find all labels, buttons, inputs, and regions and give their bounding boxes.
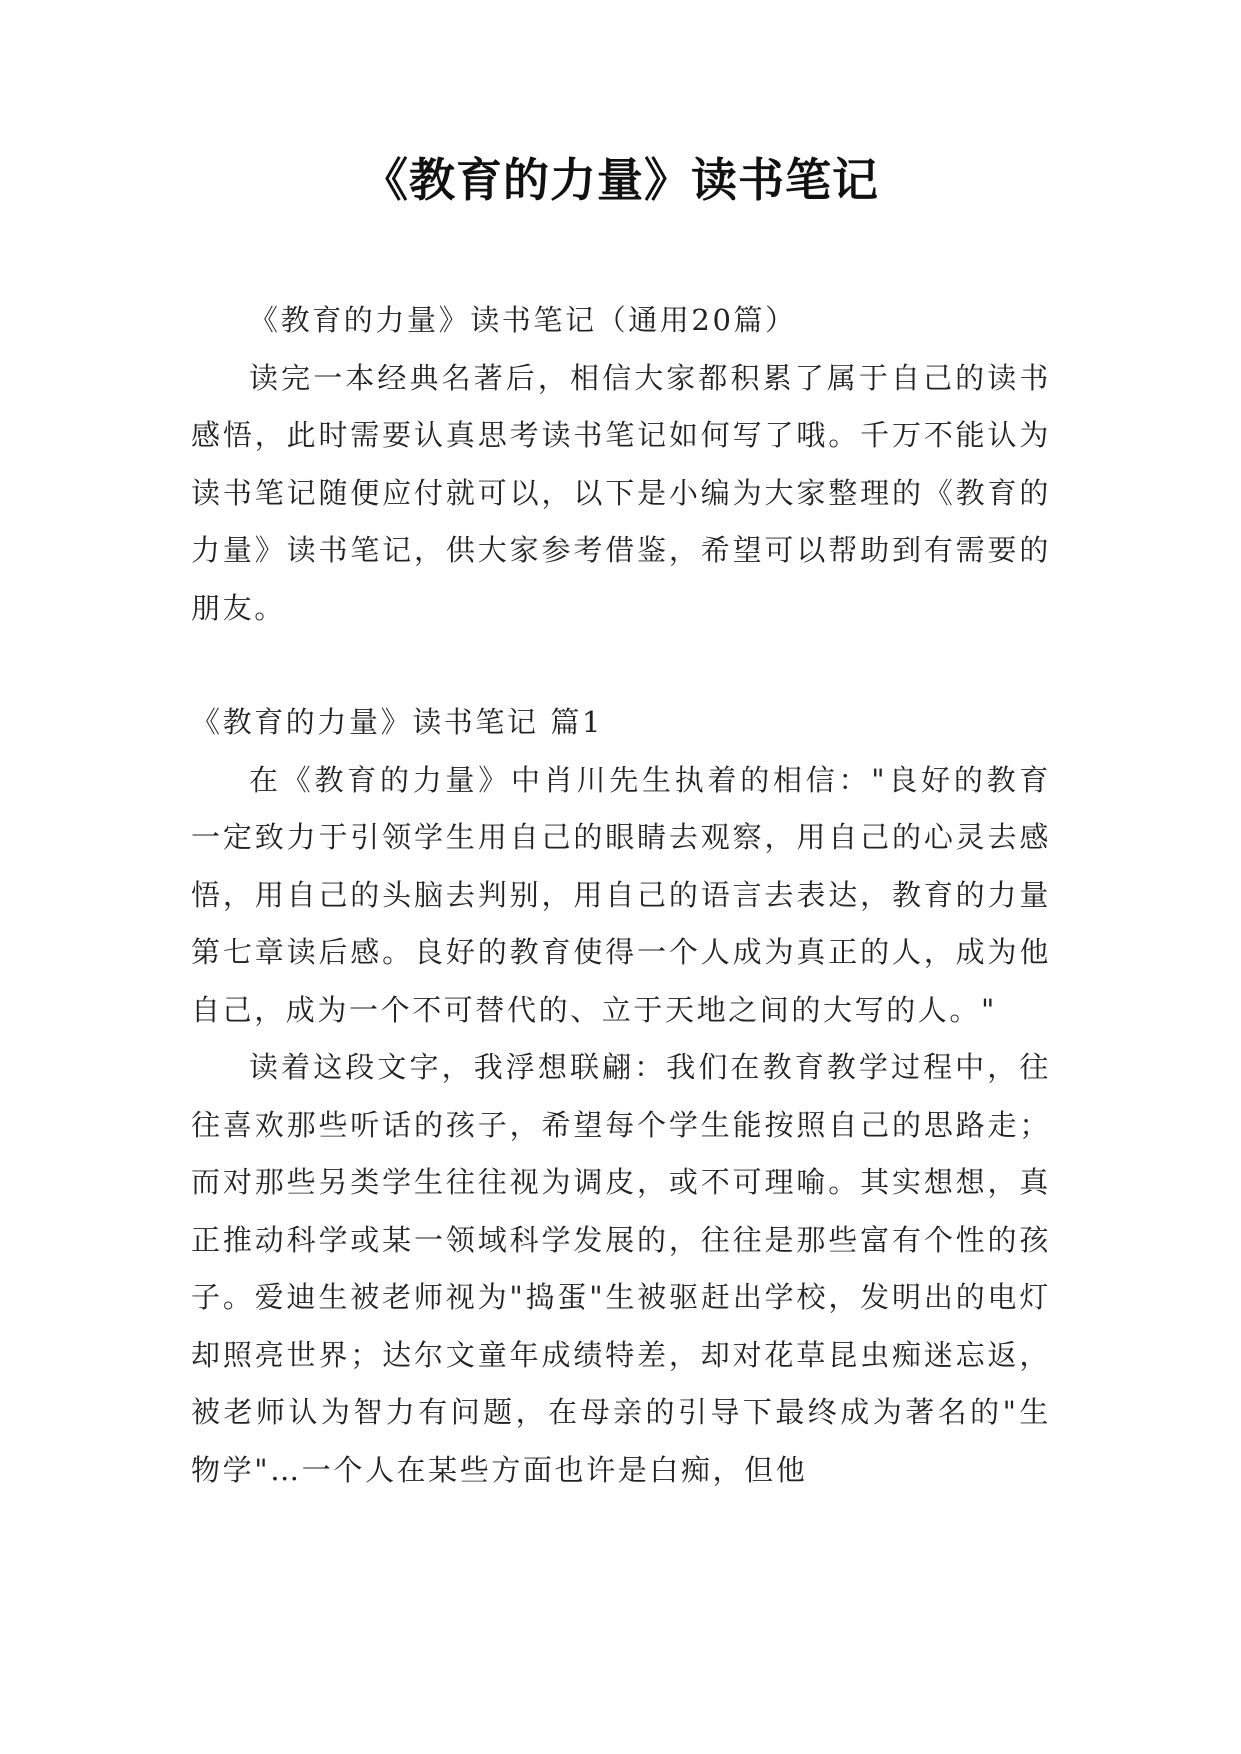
body-paragraph-1: 在《教育的力量》中肖川先生执着的相信："良好的教育一定致力于引领学生用自己的眼睛去观察，用自己的心灵去感悟，用自己的头脑去判别，用自己的语言去表达，教育的力量第七章读后感。良好的教育使得一个人成为真正的人，成为他自己，成为一个不可替代的、立于天地之间的大写的人。" [191,762,1051,1027]
body-paragraph-2: 读着这段文字，我浮想联翩：我们在教育教学过程中，往往喜欢那些听话的孩子，希望每个学生能按照自己的思路走；而对那些另类学生往往视为调皮，或不可理喻。其实想想，真正推动科学或某一领域科学发展的，往往是那些富有个性的孩子。爱迪生被老师视为"捣蛋"生被驱赶出学校，发明出的电灯却照亮世界；达尔文童年成绩特差，却对花草昆虫痴迷忘返，被老师认为智力有问题，在母亲的引导下最终成为著名的"生物学"…一个人在某些方面也许是白痴，但他 [191,1050,1051,1487]
section-spacer [191,637,1051,694]
section-heading: 《教育的力量》读书笔记 篇1 [191,705,604,739]
document-body [191,292,1051,1499]
intro-paragraph: 读完一本经典名著后，相信大家都积累了属于自己的读书感悟，此时需要认真思考读书笔记如何写了哦。千万不能认为读书笔记随便应付就可以，以下是小编为大家整理的《教育的力量》读书笔记，供大家参考借鉴，希望可以帮助到有需要的朋友。 [191,360,1051,625]
document-subtitle: 《教育的力量》读书笔记（通用20篇） [249,303,797,337]
document-title: 《教育的力量》读书笔记 [362,153,879,207]
